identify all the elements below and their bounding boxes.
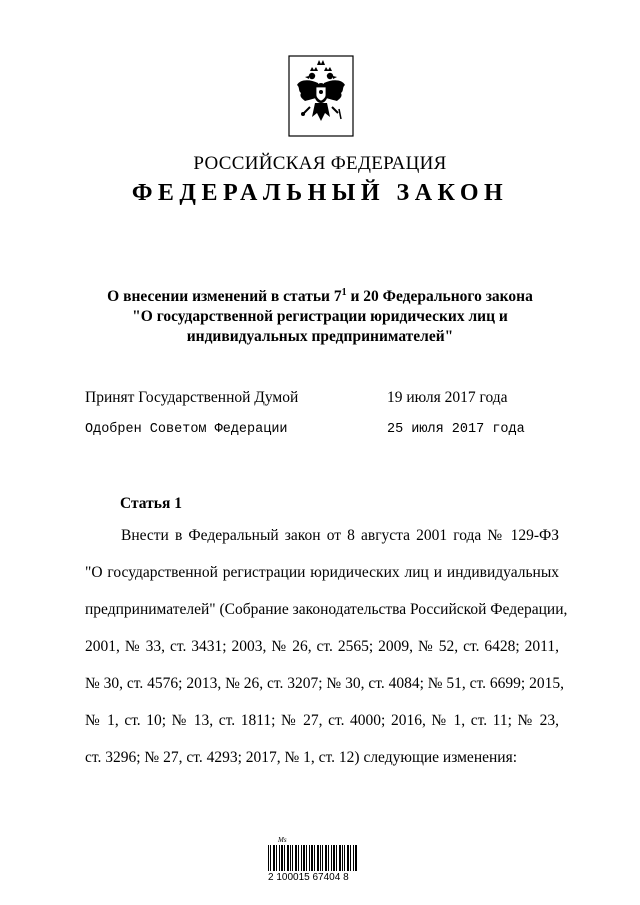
article-line: "О государственной регистрации юридических лиц и индивидуальных xyxy=(85,564,559,581)
council-date: 25 июля 2017 года xyxy=(387,422,525,437)
law-title-line-3: индивидуальных предпринимателей" xyxy=(186,328,454,345)
article-line: № 1, ст. 10; № 13, ст. 1811; № 27, ст. 4000; 2016, № 1, ст. 11; № 23, xyxy=(85,712,559,729)
law-title-part-2: и 20 Федерального закона xyxy=(346,288,533,305)
article-line: № 30, ст. 4576; 2013, № 26, ст. 3207; № 30, ст. 4084; № 51, ст. 6699; 2015, xyxy=(85,675,564,692)
article-line: Внести в Федеральный закон от 8 августа 2001 года № 129-ФЗ xyxy=(121,527,559,544)
law-title-part-1: О внесении изменений в статьи 7 xyxy=(107,288,342,305)
coat-of-arms-emblem xyxy=(288,55,354,137)
country-name: РОССИЙСКАЯ ФЕДЕРАЦИЯ xyxy=(193,153,447,174)
barcode-handwritten-mark: Ms xyxy=(278,836,287,844)
barcode-block xyxy=(268,836,358,888)
law-title-line-2: "О государственной регистрации юридических лиц и xyxy=(132,308,508,325)
document-type: ФЕДЕРАЛЬНЫЙ ЗАКОН xyxy=(131,180,509,206)
article-heading: Статья 1 xyxy=(120,495,182,512)
law-title-superscript: 1 xyxy=(341,286,347,298)
duma-label: Принят Государственной Думой xyxy=(85,389,299,406)
law-title-line-1 xyxy=(60,287,580,307)
council-label: Одобрен Советом Федерации xyxy=(85,422,288,437)
barcode-number: 2 100015 67404 8 xyxy=(268,872,349,883)
article-line: 2001, № 33, ст. 3431; 2003, № 26, ст. 2565; 2009, № 52, ст. 6428; 2011, xyxy=(85,638,559,655)
law-title xyxy=(60,287,580,347)
double-headed-eagle-icon xyxy=(288,55,354,137)
article-line: предпринимателей" (Собрание законодательства Российской Федерации, xyxy=(85,601,568,618)
duma-date: 19 июля 2017 года xyxy=(387,389,508,406)
article-line: ст. 3296; № 27, ст. 4293; 2017, № 1, ст. 12) следующие изменения: xyxy=(85,749,518,766)
barcode-icon xyxy=(268,845,358,871)
